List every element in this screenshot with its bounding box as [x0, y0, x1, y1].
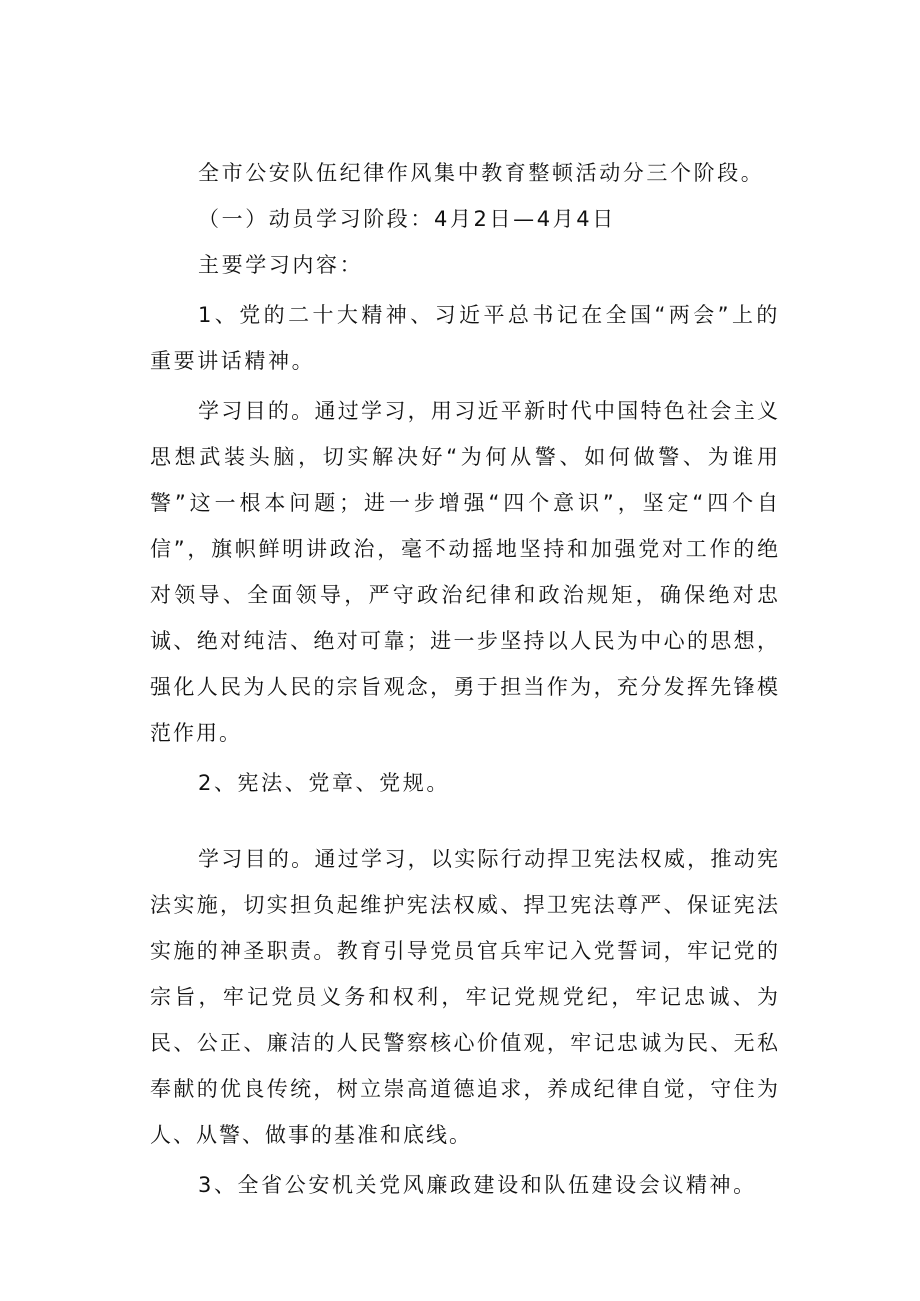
intro-paragraph: 全市公安队伍纪律作风集中教育整顿活动分三个阶段。: [198, 161, 765, 185]
item-2-purpose-paragraph: 学习目的。通过学习，以实际行动捍卫宪法权威，推动宪法实施，切实担负起维护宪法权威、捍卫宪法尊严、保证宪法实施的神圣职责。教育引导党员官兵牢记入党誓词，牢记党的宗旨，牢记党员义务和权利，牢记党规党纪，牢记忠诚、为民、公正、廉洁的人民警察核心价值观，牢记忠诚为民、无私奉献的优良传统，树立崇高道德追求，养成纪律自觉，守住为人、从警、做事的基准和底线。: [150, 847, 780, 1147]
item-2-paragraph: 2、宪法、党章、党规。: [198, 771, 450, 795]
item-1-paragraph: 1、党的二十大精神、习近平总书记在全国“两会”上的重要讲话精神。: [150, 303, 780, 373]
stage-heading: （一）动员学习阶段：4月2日—4月4日: [198, 207, 616, 231]
item-3-paragraph: 3、全省公安机关党风廉政建设和队伍建设会议精神。: [198, 1173, 757, 1197]
document-page: [150, 150, 780, 1208]
item-1-purpose-paragraph: 学习目的。通过学习，用习近平新时代中国特色社会主义思想武装头脑，切实解决好“为何从警、如何做警、为谁用警”这一根本问题；进一步增强“四个意识”，坚定“四个自信”，旗帜鲜明讲政治，毫不动摇地坚持和加强党对工作的绝对领导、全面领导，严守政治纪律和政治规矩，确保绝对忠诚、绝对纯洁、绝对可靠；进一步坚持以人民为中心的思想，强化人民为人民的宗旨观念，勇于担当作为，充分发挥先锋模范作用。: [150, 399, 780, 745]
content-heading: 主要学习内容：: [198, 253, 364, 277]
